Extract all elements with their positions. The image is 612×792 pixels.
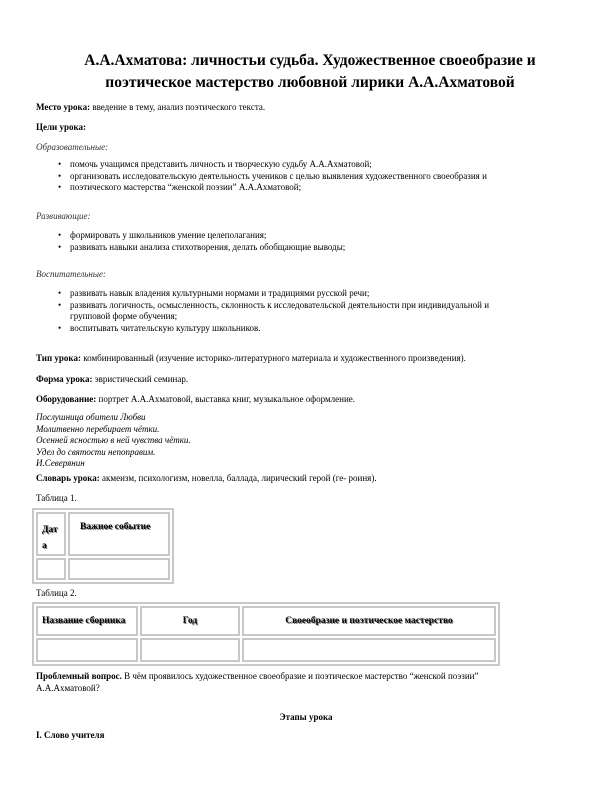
problem-question — [36, 670, 478, 682]
list-item-continuation-text: поэтического мастерства “женской поэзии” А.А.Ахматовой; — [70, 182, 302, 192]
table-header-year: Год — [140, 606, 240, 636]
table-header-collection: Название сборника — [36, 606, 138, 636]
table-header-date — [36, 512, 66, 556]
developmental-list — [58, 230, 345, 253]
lesson-form-value: эвристический семинар. — [92, 374, 189, 384]
section-teacher-word: I. Слово учителя — [36, 730, 105, 740]
problem-label: Проблемный вопрос. — [36, 671, 122, 681]
vocabulary — [36, 472, 377, 484]
table-header-event: Важное событие — [68, 512, 170, 556]
list-item: • помочь учащимся представить личность и творческую судьбу А.А.Ахматовой; — [58, 159, 487, 171]
list-item: • организовать исследовательскую деятельность учеников с целью выявления художественного своеобразия и — [58, 171, 487, 183]
page-title — [40, 50, 580, 94]
table-row — [36, 512, 170, 556]
equipment — [36, 393, 355, 405]
table-cell — [242, 638, 496, 662]
table-cell — [36, 638, 138, 662]
table-cell — [36, 558, 66, 580]
table1-caption: Таблица 1. — [36, 493, 77, 503]
upbringing-heading: Воспитательные: — [36, 269, 106, 279]
lesson-type-label: Тип урока: — [36, 353, 81, 363]
lesson-type-value: комбинированный (изучение историко-литературного материала и художественного произведения). — [80, 353, 466, 363]
poem-line: Послушница обители Любви — [36, 412, 146, 422]
table-header-date-text: Дата — [42, 525, 58, 551]
table-cell — [140, 638, 240, 662]
table-cell — [68, 558, 170, 580]
poem-line: Молитвенно перебирает чётки. — [36, 423, 160, 434]
vocabulary-value: акмеизм, психологизм, новелла, баллада, лирический герой (ге- роиня). — [99, 473, 377, 483]
poem-line: Осенней ясностью в ней чувства чётки. — [36, 435, 191, 446]
problem-value: В чём проявилось художественное своеобразие и поэтическое мастерство “женской поэзии” — [121, 671, 479, 681]
equipment-value: портрет А.А.Ахматовой, выставка книг, музыкальное оформление. — [96, 394, 356, 404]
title-line-1: А.А.Ахматова: личностьи судьба. Художественное своеобразие и — [84, 52, 536, 69]
stages-heading: Этапы урока — [279, 712, 333, 722]
vocabulary-label: Словарь урока: — [36, 473, 100, 483]
upbringing-list — [58, 288, 489, 334]
table-2 — [32, 602, 500, 666]
lesson-type — [36, 352, 466, 364]
poem-line: Удел до святости непоправим. — [36, 446, 156, 457]
equipment-label: Оборудование: — [36, 394, 97, 404]
educational-heading: Образовательные: — [36, 142, 109, 152]
educational-list — [58, 159, 487, 194]
epigraph-poem — [36, 412, 191, 470]
table-row — [36, 606, 496, 636]
poem-author: И.Северянин — [36, 458, 85, 469]
lesson-form — [36, 373, 188, 385]
lesson-place-value: введение в тему, анализ поэтического текста. — [90, 102, 266, 112]
lesson-form-label: Форма урока: — [36, 374, 93, 384]
list-item: • формировать у школьников умение целеполагания; — [58, 230, 345, 242]
table-1 — [32, 508, 174, 584]
list-item: • воспитывать читательскую культуру школьников. — [58, 323, 489, 335]
list-item: • развивать логичность, осмысленность, склонность к исследовательской деятельности при индивидуальной и — [58, 300, 489, 312]
list-item: • развивать навык владения культурными нормами и традициями русской речи; — [58, 288, 489, 300]
problem-question-continuation: А.А.Ахматовой? — [36, 683, 100, 693]
title-line-2: поэтическое мастерство любовной лирики А.А.Ахматовой — [105, 74, 515, 91]
goals-heading: Цели урока: — [36, 122, 87, 132]
table2-caption: Таблица 2. — [36, 588, 77, 598]
lesson-place — [36, 101, 265, 113]
list-item: • развивать навыки анализа стихотворения, делать обобщающие выводы; — [58, 242, 345, 254]
table-header-originality: Своеобразие и поэтическое мастерство — [242, 606, 496, 636]
list-item-continuation — [58, 311, 489, 323]
list-item-continuation-text: групповой форме обучения; — [70, 311, 178, 321]
lesson-place-label: Место урока: — [36, 102, 91, 112]
table-row — [36, 558, 170, 580]
table-row — [36, 638, 496, 662]
developmental-heading: Развивающие: — [36, 211, 91, 221]
list-item-continuation — [58, 182, 487, 194]
